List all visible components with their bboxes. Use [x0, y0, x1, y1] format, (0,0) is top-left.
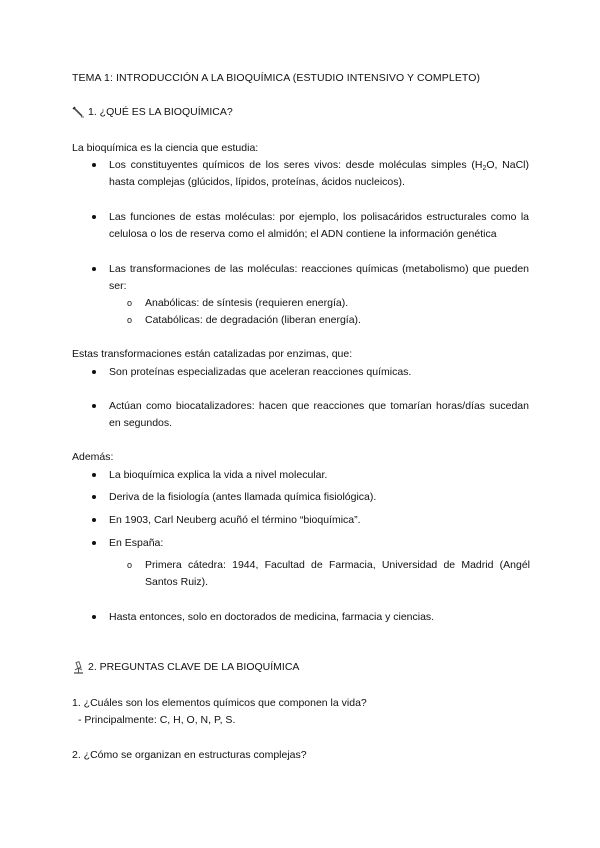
- bullet-icon: [92, 404, 96, 408]
- bullet-icon: [92, 163, 96, 167]
- list-item: Son proteínas especializadas que aceleran reacciones químicas.: [109, 364, 529, 381]
- ademas-label: Además:: [72, 451, 114, 463]
- list-item: La bioquímica explica la vida a nivel molecular.: [109, 467, 529, 484]
- document-title: TEMA 1: INTRODUCCIÓN A LA BIOQUÍMICA (ESTUDIO INTENSIVO Y COMPLETO): [72, 72, 481, 84]
- enzymes-intro: Estas transformaciones están catalizadas por enzimas, que:: [72, 348, 353, 360]
- bullet-icon: [92, 267, 96, 271]
- list-item: En España:: [109, 535, 529, 552]
- list-item: Las funciones de estas moléculas: por ejemplo, los polisacáridos estructurales como la celulosa o los de reserva como el almidón; el ADN contiene la información genética: [109, 209, 529, 243]
- list-item: Hasta entonces, solo en doctorados de medicina, farmacia y ciencias.: [109, 609, 529, 626]
- list-item: Deriva de la fisiología (antes llamada química fisiológica).: [109, 489, 529, 506]
- list-item: Los constituyentes químicos de los seres vivos: desde moléculas simples ($H_2O$, NaCl) hasta complejas (glúcidos, lípidos, proteínas, ácidos nucleicos).: [109, 157, 529, 191]
- bullet-icon: [92, 541, 96, 545]
- sub-list-item: o Catabólicas: de degradación (liberan energía).: [145, 312, 530, 329]
- microscope-icon: [72, 661, 85, 674]
- section-2-heading: [72, 659, 299, 676]
- section-1-heading-text: 1. ¿QUÉ ES LA BIOQUÍMICA?: [88, 106, 233, 118]
- question-1: 1. ¿Cuáles son los elementos químicos que componen la vida?: [72, 697, 367, 709]
- section-1-heading: [72, 104, 233, 121]
- bullet-icon: [92, 518, 96, 522]
- section-2-heading-text: 2. PREGUNTAS CLAVE DE LA BIOQUÍMICA: [88, 661, 300, 673]
- bullet-icon: [92, 215, 96, 219]
- bullet-icon: [92, 495, 96, 499]
- bullet-icon: [92, 370, 96, 374]
- sub-bullet-icon: o: [127, 560, 133, 570]
- sub-bullet-icon: o: [127, 298, 133, 308]
- bullet-icon: [92, 473, 96, 477]
- list-item: Actúan como biocatalizadores: hacen que reacciones que tomarían horas/días sucedan en segundos.: [109, 398, 529, 432]
- bullet-icon: [92, 615, 96, 619]
- sub-list-item: o Primera cátedra: 1944, Facultad de Farmacia, Universidad de Madrid (Angél Santos Ruiz).: [127, 559, 530, 588]
- sub-bullet-icon: o: [127, 315, 133, 325]
- question-1-answer: - Principalmente: C, H, O, N, P, S.: [78, 714, 236, 726]
- microscope-icon: [72, 106, 85, 119]
- list-item: Las transformaciones de las moléculas: reacciones químicas (metabolismo) que pueden ser:: [109, 261, 529, 295]
- sub-list-item: o Anabólicas: de síntesis (requieren energía).: [145, 295, 530, 312]
- question-2: 2. ¿Cómo se organizan en estructuras complejas?: [72, 749, 307, 761]
- list-item: En 1903, Carl Neuberg acuñó el término “bioquímica”.: [109, 512, 529, 529]
- section-1-intro: La bioquímica es la ciencia que estudia:: [72, 142, 259, 154]
